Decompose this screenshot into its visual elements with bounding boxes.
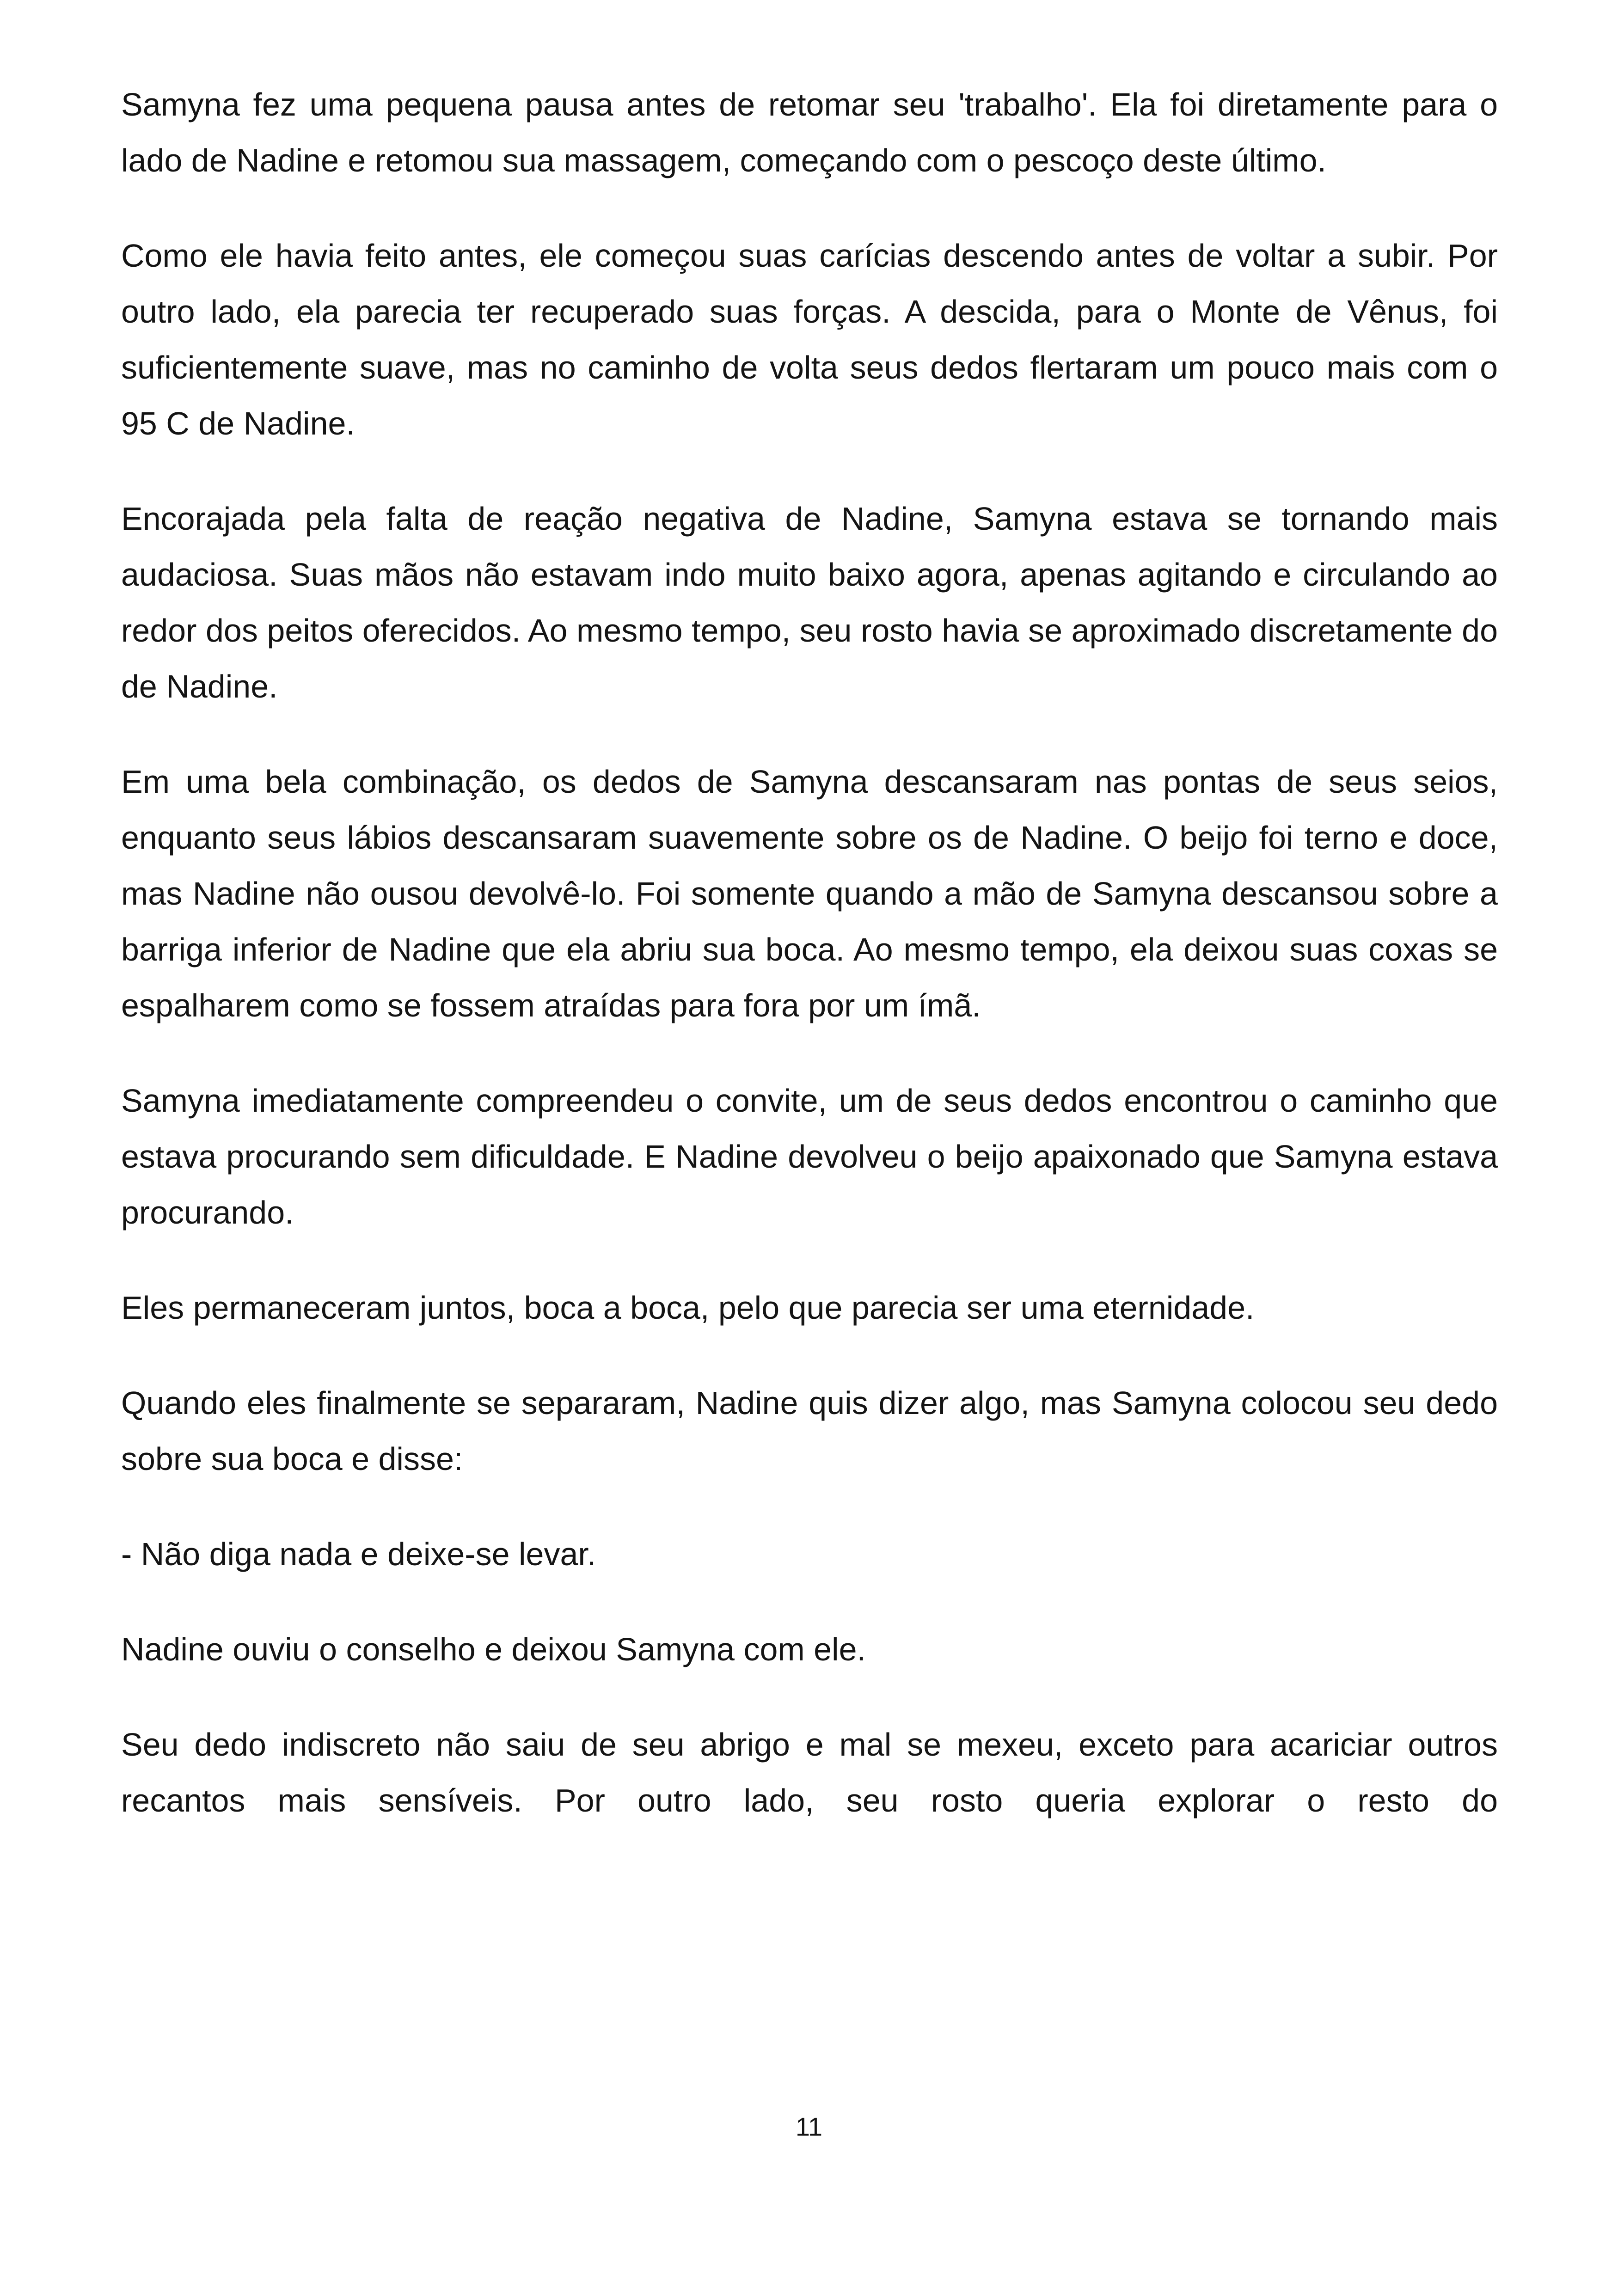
paragraph-10: Seu dedo indiscreto não saiu de seu abrigo e mal se mexeu, exceto para acariciar outros recantos mais sensíveis. Por outro lado, seu rosto queria explorar o resto do	[121, 1727, 1498, 1818]
page-number: 11	[795, 2112, 823, 2141]
paragraph-1: Samyna fez uma pequena pausa antes de retomar seu 'trabalho'. Ela foi diretamente para o lado de Nadine e retomou sua massagem, começando com o pescoço deste último.	[121, 86, 1498, 178]
paragraph-8: - Não diga nada e deixe-se levar.	[121, 1536, 596, 1572]
paragraph-9: Nadine ouviu o conselho e deixou Samyna com ele.	[121, 1631, 866, 1667]
paragraph-7: Quando eles finalmente se separaram, Nadine quis dizer algo, mas Samyna colocou seu dedo sobre sua boca e disse:	[121, 1385, 1498, 1477]
paragraph-3: Encorajada pela falta de reação negativa de Nadine, Samyna estava se tornando mais audaciosa. Suas mãos não estavam indo muito baixo agora, apenas agitando e circulando ao redor dos peitos oferecidos. Ao mesmo tempo, seu rosto havia se aproximado discretamente do de Nadine.	[121, 501, 1498, 704]
paragraph-2: Como ele havia feito antes, ele começou suas carícias descendo antes de voltar a subir. Por outro lado, ela parecia ter recuperado suas forças. A descida, para o Monte de Vênus, foi suficientemente suave, mas no caminho de volta seus dedos flertaram um pouco mais com o 95 C de Nadine.	[121, 238, 1498, 441]
paragraph-6: Eles permaneceram juntos, boca a boca, pelo que parecia ser uma eternidade.	[121, 1290, 1255, 1326]
paragraph-4: Em uma bela combinação, os dedos de Samyna descansaram nas pontas de seus seios, enquanto seus lábios descansaram suavemente sobre os de Nadine. O beijo foi terno e doce, mas Nadine não ousou devolvê-lo. Foi somente quando a mão de Samyna descansou sobre a barriga inferior de Nadine que ela abriu sua boca. Ao mesmo tempo, ela deixou suas coxas se espalharem como se fossem atraídas para fora por um ímã.	[121, 764, 1498, 1023]
paragraph-5: Samyna imediatamente compreendeu o convite, um de seus dedos encontrou o caminho que estava procurando sem dificuldade. E Nadine devolveu o beijo apaixonado que Samyna estava procurando.	[121, 1083, 1498, 1231]
body-text	[121, 77, 1498, 1829]
